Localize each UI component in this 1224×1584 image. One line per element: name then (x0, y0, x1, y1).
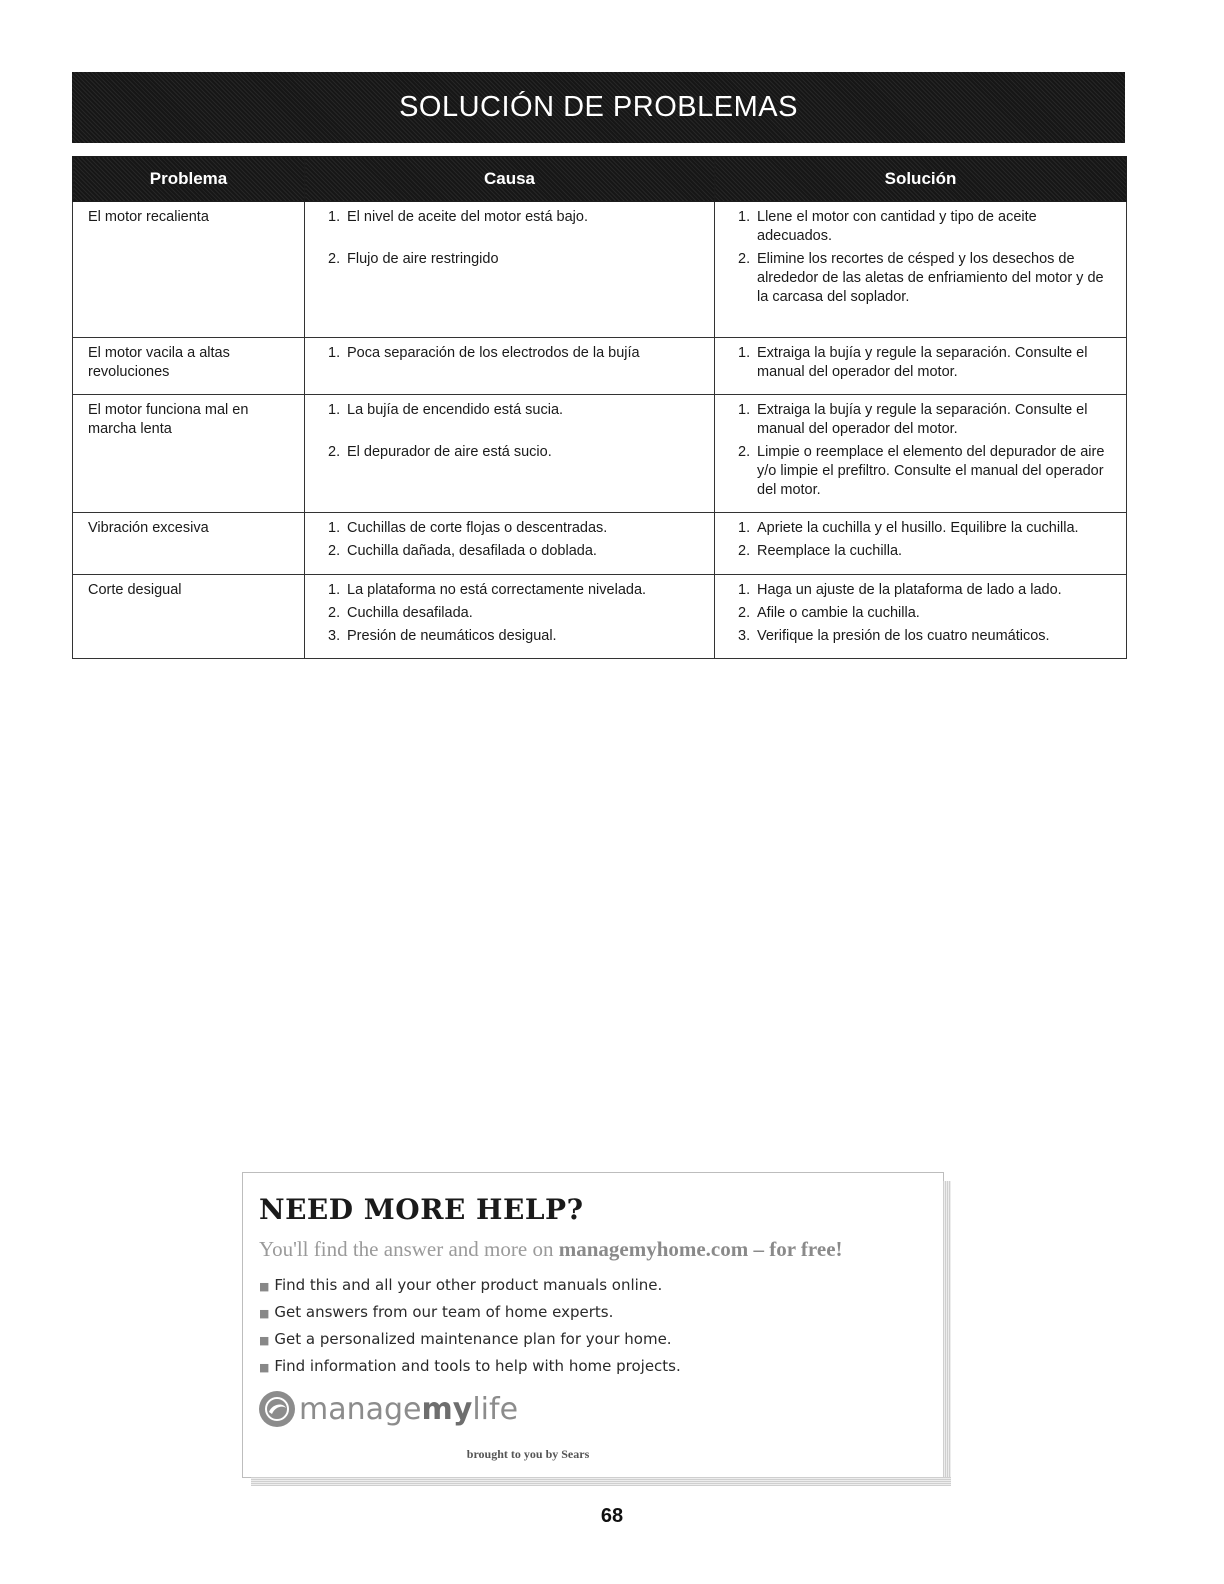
page-title: SOLUCIÓN DE PROBLEMAS (399, 91, 798, 123)
bullet-icon: ■ (259, 1361, 270, 1374)
list-item: ■ Find this and all your other product manuals online. (259, 1276, 663, 1294)
list-item: 2. Cuchilla dañada, desafilada o doblada. (328, 543, 597, 559)
solution-cell (715, 513, 1127, 575)
bullet-icon: ■ (259, 1334, 270, 1347)
solution-cell (715, 575, 1127, 659)
help-bullets (259, 1275, 681, 1383)
list-item: 1. Llene el motor con cantidad y tipo de aceite adecuados. (738, 209, 1037, 244)
column-header-cause: Causa (305, 157, 715, 202)
list-item: 1. La plataforma no está correctamente nivelada. (328, 582, 647, 598)
bullet-icon: ■ (259, 1307, 270, 1320)
table-row (73, 575, 1127, 659)
cause-cell (305, 338, 715, 395)
page-number: 68 (600, 1505, 624, 1527)
troubleshooting-table (72, 156, 1127, 659)
list-item: 2. Limpie o reemplace el elemento del depurador de aire y/o limpie el prefiltro. Consulte el manual del operador del motor. (738, 444, 1105, 498)
list-item: 2. Flujo de aire restringido (328, 251, 499, 267)
table-row (73, 338, 1127, 395)
list-item: 2. Elimine los recortes de césped y los desechos de alrededor de las aletas de enfriamiento del motor y de la carcasa del soplador. (738, 251, 1104, 305)
list-item: 1. Poca separación de los electrodos de la bujía (328, 345, 640, 361)
list-item: 1. Apriete la cuchilla y el husillo. Equilibre la cuchilla. (738, 520, 1079, 536)
column-header-solution: Solución (715, 157, 1127, 202)
list-item: 2. El depurador de aire está sucio. (328, 444, 552, 460)
problem-cell: Corte desigual (73, 575, 305, 659)
list-item: 1. Haga un ajuste de la plataforma de lado a lado. (738, 582, 1062, 598)
cause-cell (305, 575, 715, 659)
list-item: 1. Extraiga la bujía y regule la separación. Consulte el manual del operador del motor. (738, 345, 1088, 380)
box-shadow-right (943, 1181, 951, 1485)
help-subtitle: You'll find the answer and more on managemyhome.com – for free! (259, 1237, 843, 1261)
cause-cell (305, 202, 715, 338)
table-row (73, 202, 1127, 338)
list-item: 2. Cuchilla desafilada. (328, 605, 473, 621)
problem-cell: El motor recalienta (73, 202, 305, 338)
list-item: ■ Get a personalized maintenance plan for your home. (259, 1330, 672, 1348)
solution-cell (715, 395, 1127, 513)
list-item: 1. La bujía de encendido está sucia. (328, 402, 564, 418)
managemylife-logo: manage my life (259, 1391, 518, 1427)
table-header-row (73, 157, 1127, 202)
logo-swirl-icon (259, 1391, 295, 1427)
list-item: 2. Reemplace la cuchilla. (738, 543, 903, 559)
list-item: ■ Get answers from our team of home experts. (259, 1303, 614, 1321)
site-link[interactable]: managemyhome.com (558, 1237, 749, 1261)
help-title: NEED MORE HELP? (259, 1193, 584, 1226)
table-row (73, 513, 1127, 575)
list-item: 3. Presión de neumáticos desigual. (328, 628, 557, 644)
list-item: ■ Find information and tools to help with home projects. (259, 1357, 681, 1375)
solution-cell (715, 202, 1127, 338)
title-bar (72, 72, 1125, 143)
list-item: 1. Extraiga la bujía y regule la separación. Consulte el manual del operador del motor. (738, 402, 1088, 437)
help-box (242, 1172, 944, 1478)
list-item: 3. Verifique la presión de los cuatro neumáticos. (738, 628, 1050, 644)
column-header-problem: Problema (73, 157, 305, 202)
problem-cell: El motor funciona mal en marcha lenta (73, 395, 305, 513)
problem-cell: El motor vacila a altas revoluciones (73, 338, 305, 395)
list-item: 1. El nivel de aceite del motor está bajo. (328, 209, 588, 225)
cause-cell (305, 513, 715, 575)
list-item: 2. Afile o cambie la cuchilla. (738, 605, 920, 621)
table-row (73, 395, 1127, 513)
box-shadow-bottom (251, 1477, 951, 1486)
cause-cell (305, 395, 715, 513)
problem-cell: Vibración excesiva (73, 513, 305, 575)
byline: brought to you by Sears (466, 1447, 590, 1461)
bullet-icon: ■ (259, 1280, 270, 1293)
solution-cell (715, 338, 1127, 395)
list-item: 1. Cuchillas de corte flojas o descentradas. (328, 520, 608, 536)
